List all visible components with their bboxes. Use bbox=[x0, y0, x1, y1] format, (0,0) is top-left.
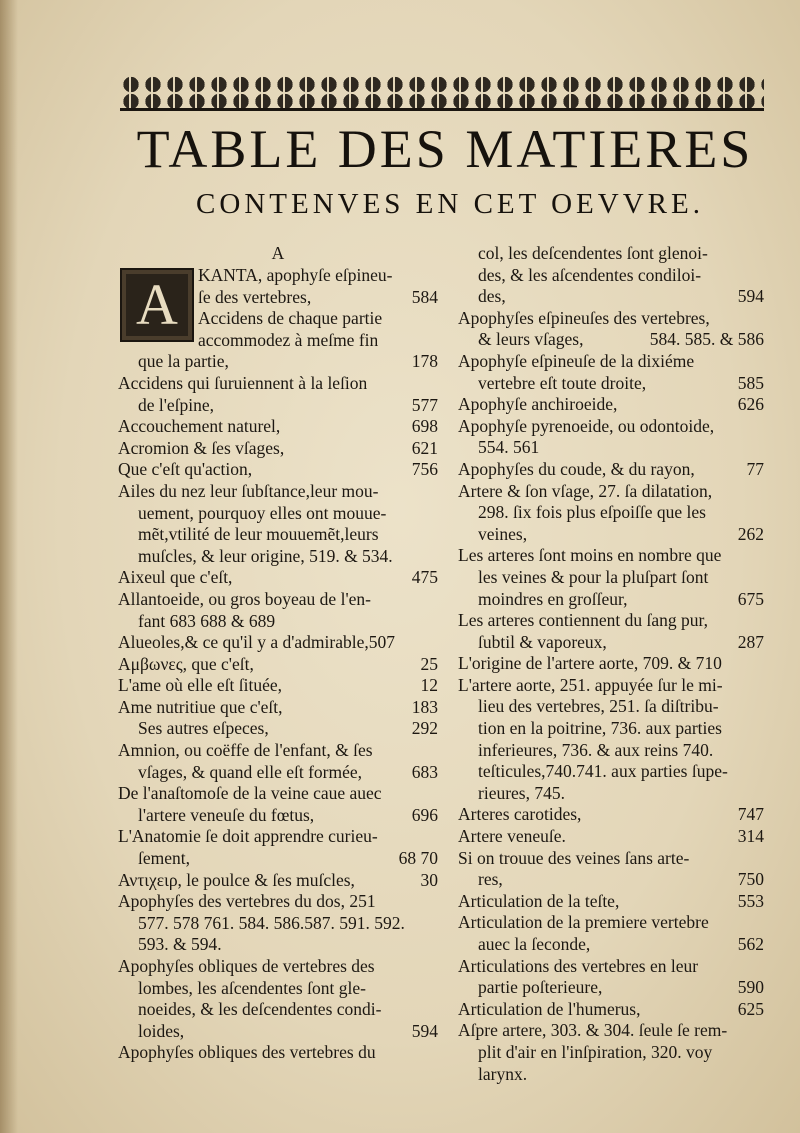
index-entry bbox=[458, 481, 764, 503]
entry-page-number: 584 bbox=[411, 286, 438, 307]
index-entry bbox=[118, 870, 438, 892]
entry-text: Apophyſes eſpineuſes des vertebres, bbox=[458, 307, 710, 328]
index-entry bbox=[458, 912, 764, 934]
entry-page-number: 183 bbox=[411, 696, 438, 717]
index-entry bbox=[118, 632, 438, 654]
entry-page-number: 594 bbox=[737, 286, 764, 307]
index-entry bbox=[118, 1021, 438, 1043]
index-entry bbox=[458, 740, 764, 762]
entry-text: noeides, & les deſcendentes condi- bbox=[138, 999, 382, 1020]
entry-page-number: 594 bbox=[411, 1020, 438, 1041]
entry-text: 554. 561 bbox=[478, 437, 540, 458]
entry-page-number: 625 bbox=[737, 998, 764, 1019]
index-entry bbox=[458, 761, 764, 783]
index-entry bbox=[118, 373, 438, 395]
entry-text: loides, bbox=[138, 1020, 185, 1041]
entry-page-number: 475 bbox=[411, 567, 438, 588]
entry-text: Apophyſe pyrenoeide, ou odontoide, bbox=[458, 415, 715, 436]
index-entry bbox=[118, 416, 438, 438]
index-entry bbox=[458, 783, 764, 805]
index-entry bbox=[118, 1042, 438, 1064]
entry-text: que la partie, bbox=[138, 351, 229, 372]
index-entry bbox=[458, 545, 764, 567]
index-entry bbox=[118, 826, 438, 848]
index-entry bbox=[118, 762, 438, 784]
index-entry bbox=[458, 589, 764, 611]
entry-text: Les arteres contiennent du ſang pur, bbox=[458, 610, 709, 631]
entry-page-number: 553 bbox=[737, 890, 764, 911]
entry-page-number: 287 bbox=[737, 631, 764, 652]
entry-text: Αμβωνες, que c'eſt, bbox=[118, 653, 254, 674]
entry-text: Articulation de la premiere vertebre bbox=[458, 912, 709, 933]
index-entry bbox=[458, 632, 764, 654]
entry-text: res, bbox=[478, 869, 503, 890]
index-entry bbox=[118, 654, 438, 676]
entry-page-number: 696 bbox=[411, 804, 438, 825]
entry-text: ſubtil & vaporeux, bbox=[478, 631, 607, 652]
entry-text: muſcles, & leur origine, 519. & 534. bbox=[138, 545, 393, 566]
entry-text: Si on trouue des veines ſans arte- bbox=[458, 847, 690, 868]
index-entry bbox=[458, 826, 764, 848]
entry-text: lombes, les aſcendentes ſont gle- bbox=[138, 977, 366, 998]
entry-text: auec la ſeconde, bbox=[478, 934, 591, 954]
entry-text: Apophyſes du coude, & du rayon, bbox=[458, 458, 695, 479]
entry-text: 298. ſix fois plus eſpoiſſe que les bbox=[478, 502, 706, 523]
entry-text: Accidens de chaque partie bbox=[198, 308, 383, 329]
index-entry bbox=[118, 395, 438, 417]
index-entry bbox=[458, 567, 764, 589]
entry-page-number: 584. 585. & 586 bbox=[649, 329, 764, 350]
entry-page-number: 750 bbox=[737, 869, 764, 890]
index-entry bbox=[118, 567, 438, 589]
index-entry bbox=[458, 956, 764, 978]
entry-page-number: 314 bbox=[737, 826, 764, 847]
index-entry bbox=[458, 459, 764, 481]
entry-text: Apophyſes obliques de vertebres des bbox=[118, 956, 375, 976]
entry-page-number: 626 bbox=[737, 394, 764, 415]
entry-text: Amnion, ou coëffe de l'enfant, & ſes bbox=[118, 740, 373, 761]
entry-text: Ses autres eſpeces, bbox=[138, 718, 269, 739]
index-entry bbox=[118, 438, 438, 460]
entry-text: Articulation de la teſte, bbox=[458, 890, 620, 911]
index-entry bbox=[458, 999, 764, 1021]
index-entry bbox=[118, 287, 438, 309]
index-entry bbox=[458, 1064, 764, 1086]
ornament-rule bbox=[120, 108, 764, 111]
entry-text: moindres en groſſeur, bbox=[478, 588, 628, 609]
index-entry bbox=[458, 718, 764, 740]
entry-page-number: 562 bbox=[737, 934, 764, 954]
index-entry bbox=[458, 524, 764, 546]
entry-text: L'origine de l'artere aorte, 709. & 710 bbox=[458, 653, 722, 674]
index-entry bbox=[118, 805, 438, 827]
index-entry bbox=[458, 329, 764, 351]
entry-text: Allantoeide, ou gros boyeau de l'en- bbox=[118, 588, 371, 609]
index-entry bbox=[118, 308, 438, 330]
index-entry bbox=[118, 718, 438, 740]
index-entry bbox=[118, 978, 438, 1000]
entry-text: Αντιχειρ, le poulce & ſes muſcles, bbox=[118, 869, 355, 890]
index-entry bbox=[118, 697, 438, 719]
index-entry bbox=[458, 653, 764, 675]
entry-page-number: 292 bbox=[411, 718, 438, 739]
entry-text: rieures, 745. bbox=[478, 782, 565, 803]
right-column bbox=[458, 243, 764, 1085]
index-entry bbox=[118, 503, 438, 525]
entry-text: plit d'air en l'inſpiration, 320. voy bbox=[478, 1041, 713, 1062]
index-entry bbox=[458, 696, 764, 718]
entry-text: L'Anatomie ſe doit apprendre curieu- bbox=[118, 826, 378, 847]
index-entry bbox=[118, 265, 438, 287]
index-entry bbox=[118, 675, 438, 697]
entry-text: de l'eſpine, bbox=[138, 394, 215, 415]
index-entry bbox=[458, 437, 764, 459]
index-entry bbox=[458, 891, 764, 913]
entry-text: vſages, & quand elle eſt formée, bbox=[138, 761, 363, 782]
entry-text: Les arteres ſont moins en nombre que bbox=[458, 545, 722, 566]
entry-page-number: 577 bbox=[411, 394, 438, 415]
index-entry bbox=[118, 546, 438, 568]
entry-text: des, bbox=[478, 286, 506, 307]
index-entry bbox=[118, 589, 438, 611]
entry-text: inferieures, 736. & aux reins 740. bbox=[478, 739, 714, 760]
ornament-band bbox=[120, 76, 764, 110]
entry-text: & leurs vſages, bbox=[478, 329, 584, 350]
entry-page-number: 683 bbox=[411, 761, 438, 782]
index-entry bbox=[458, 675, 764, 697]
entry-text: Articulations des vertebres en leur bbox=[458, 955, 699, 976]
entry-text: L'ame où elle eſt ſituée, bbox=[118, 675, 282, 696]
entry-text: Acromion & ſes vſages, bbox=[118, 437, 285, 458]
index-entry bbox=[458, 804, 764, 826]
index-entry bbox=[118, 351, 438, 373]
entry-page-number: 77 bbox=[746, 458, 764, 479]
entry-text: Ailes du nez leur ſubſtance,leur mou- bbox=[118, 480, 379, 501]
entry-text: lieu des vertebres, 251. ſa diſtribu- bbox=[478, 696, 719, 717]
index-entry bbox=[458, 394, 764, 416]
entry-page-number: 25 bbox=[420, 653, 438, 674]
entry-text: Apophyſe anchiroeide, bbox=[458, 394, 618, 415]
entry-page-number: 590 bbox=[737, 977, 764, 998]
entry-text: KANTA, apophyſe eſpineu- bbox=[198, 265, 393, 285]
entry-text: Apophyſe eſpineuſe de la dixiéme bbox=[458, 350, 695, 371]
index-entry bbox=[458, 308, 764, 330]
entry-text: Arteres carotides, bbox=[458, 804, 582, 825]
entry-text: accommodez à meſme fin bbox=[198, 329, 379, 350]
entry-text: Aixeul que c'eſt, bbox=[118, 567, 233, 588]
entry-text: Apophyſes obliques des vertebres du bbox=[118, 1042, 376, 1063]
entry-text: vertebre eſt toute droite, bbox=[478, 372, 647, 393]
index-entry bbox=[118, 891, 438, 913]
index-entry bbox=[118, 481, 438, 503]
index-entry bbox=[458, 265, 764, 287]
index-entry bbox=[458, 286, 764, 308]
index-entry bbox=[118, 848, 438, 870]
entry-page-number: 68 70 bbox=[398, 848, 438, 869]
entry-text: ſement, bbox=[138, 848, 190, 869]
entry-text: veines, bbox=[478, 523, 528, 544]
entry-text: Artere veneuſe. bbox=[458, 826, 566, 847]
entry-text: fant 683 688 & 689 bbox=[138, 610, 276, 631]
index-entry bbox=[458, 869, 764, 891]
entry-text: Ame nutritiue que c'eſt, bbox=[118, 696, 283, 717]
index-entry bbox=[118, 934, 438, 956]
left-column bbox=[118, 243, 438, 1064]
entry-page-number: 30 bbox=[420, 869, 438, 890]
entry-text: Que c'eſt qu'action, bbox=[118, 459, 253, 480]
entry-page-number: 585 bbox=[737, 372, 764, 393]
index-entry bbox=[118, 956, 438, 978]
entry-text: Apophyſes des vertebres du dos, 251 bbox=[118, 891, 376, 912]
index-entry bbox=[458, 610, 764, 632]
entry-page-number: 262 bbox=[737, 523, 764, 544]
entry-text: L'artere aorte, 251. appuyée ſur le mi- bbox=[458, 674, 723, 695]
entry-text: teſticules,740.741. aux parties ſupe- bbox=[478, 761, 728, 782]
entry-text: Articulation de l'humerus, bbox=[458, 998, 641, 1019]
page-title: TABLE DES MATIERES bbox=[136, 119, 754, 179]
entry-page-number: 178 bbox=[411, 351, 438, 372]
entry-text: Accidens qui ſuruiennent à la leſion bbox=[118, 372, 368, 393]
entry-page-number: 698 bbox=[411, 416, 438, 437]
index-entry bbox=[458, 848, 764, 870]
index-entry bbox=[118, 999, 438, 1021]
drop-cap-initial: A bbox=[120, 268, 194, 342]
entry-text: col, les deſcendentes ſont glenoi- bbox=[478, 243, 708, 263]
entry-text: larynx. bbox=[478, 1063, 528, 1084]
index-entry bbox=[458, 416, 764, 438]
index-entry bbox=[458, 934, 764, 956]
index-entry bbox=[458, 977, 764, 999]
entry-page-number: 756 bbox=[411, 459, 438, 480]
entry-page-number: 12 bbox=[420, 675, 438, 696]
index-entry bbox=[458, 373, 764, 395]
section-letter: A bbox=[271, 243, 285, 263]
index-entry bbox=[118, 783, 438, 805]
entry-text: des, & les aſcendentes condiloi- bbox=[478, 264, 702, 285]
entry-page-number: 621 bbox=[411, 437, 438, 458]
page-subtitle: CONTENVES EN CET OEVVRE. bbox=[196, 188, 704, 220]
index-entry bbox=[458, 1042, 764, 1064]
index-entry bbox=[118, 913, 438, 935]
entry-text: ſe des vertebres, bbox=[198, 286, 312, 307]
entry-text: les veines & pour la pluſpart ſont bbox=[478, 566, 709, 587]
index-entry bbox=[118, 740, 438, 762]
index-entry bbox=[118, 459, 438, 481]
entry-page-number: 747 bbox=[737, 804, 764, 825]
entry-text: De l'anaſtomoſe de la veine caue auec bbox=[118, 783, 382, 804]
entry-text: Accouchement naturel, bbox=[118, 416, 281, 437]
entry-text: partie poſterieure, bbox=[478, 977, 603, 998]
index-entry bbox=[118, 611, 438, 633]
index-entry bbox=[458, 351, 764, 373]
index-entry bbox=[458, 502, 764, 524]
entry-page-number: 675 bbox=[737, 588, 764, 609]
entry-text: Alueoles,& ce qu'il y a d'admirable,507 bbox=[118, 632, 395, 653]
entry-text: mẽt,vtilité de leur mouuemẽt,leurs bbox=[138, 524, 379, 545]
entry-text: Aſpre artere, 303. & 304. ſeule ſe rem- bbox=[458, 1020, 728, 1041]
entry-text: Artere & ſon vſage, 27. ſa dilatation, bbox=[458, 480, 713, 501]
entry-text: 577. 578 761. 584. 586.587. 591. 592. bbox=[138, 912, 405, 933]
index-entry bbox=[118, 524, 438, 546]
entry-text: tion en la poitrine, 736. aux parties bbox=[478, 718, 722, 739]
index-entry bbox=[118, 330, 438, 352]
entry-text: uement, pourquoy elles ont mouue- bbox=[138, 502, 387, 523]
entry-text: 593. & 594. bbox=[138, 934, 222, 955]
index-entry bbox=[458, 243, 764, 265]
entry-text: l'artere veneuſe du fœtus, bbox=[138, 804, 315, 825]
index-entry bbox=[458, 1020, 764, 1042]
